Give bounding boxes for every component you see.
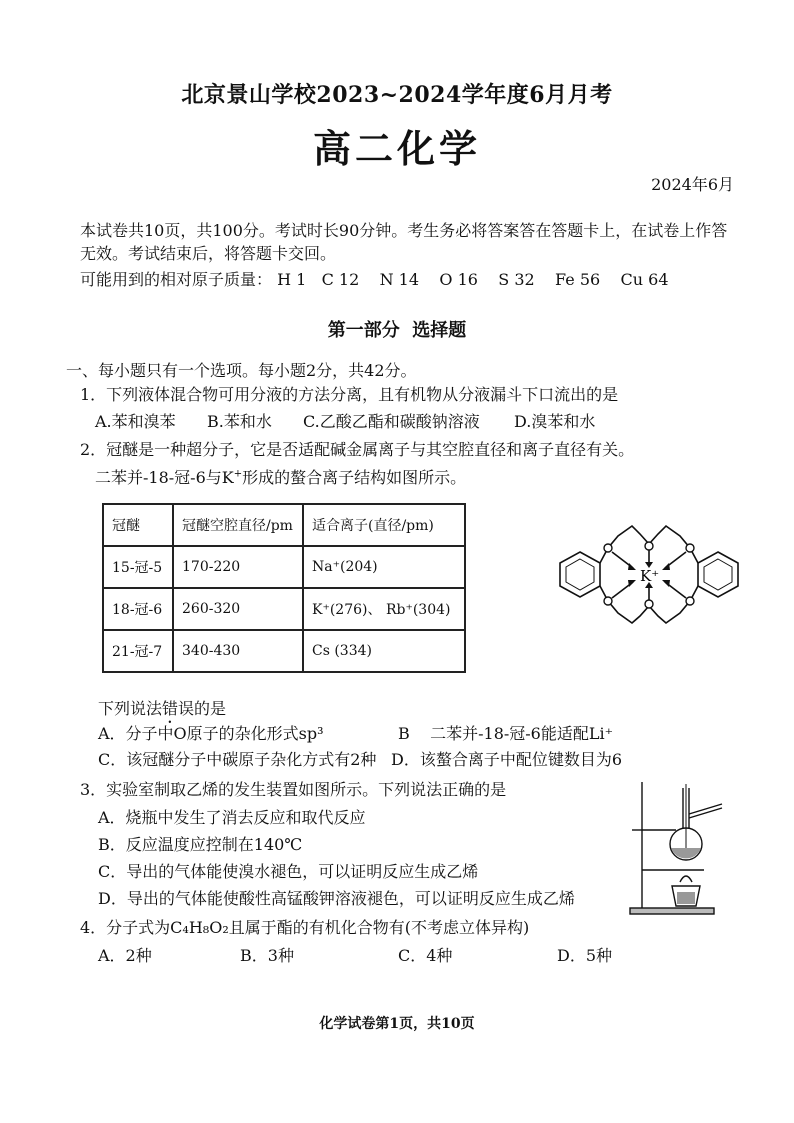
table-cell: Na⁺(204) <box>303 546 465 588</box>
section-title: 第一部分 选择题 <box>327 320 467 341</box>
table-cell: 15-冠-5 <box>103 546 173 588</box>
table-cell: 21-冠-7 <box>103 630 173 672</box>
page-footer: 化学试卷第1页，共10页 <box>319 1016 475 1032</box>
oxygen-atom <box>686 597 694 605</box>
q4-option-b: B．3种 <box>240 946 294 965</box>
q3-option-d: D．导出的气体能使酸性高锰酸钾溶液褪色，可以证明反应生成乙烯 <box>98 889 575 908</box>
table-header-row <box>103 504 465 546</box>
q4-option-d: D．5种 <box>557 946 613 965</box>
q4-option-c: C．4种 <box>398 946 453 965</box>
table-header-cell: 冠醚空腔直径/pm <box>173 504 303 546</box>
instructions-line-1: 本试卷共10页，共100分。考试时长90分钟。考生务必将答案答在答题卡上，在试卷上作答 <box>80 221 728 240</box>
oxygen-atom <box>604 597 612 605</box>
q4-stem: 4．分子式为C₄H₈O₂且属于酯的有机化合物有(不考虑立体异构) <box>80 918 530 937</box>
k-ion-label: K⁺ <box>640 567 660 585</box>
table-header-cell: 冠醚 <box>103 504 173 546</box>
q3-option-a: A．烧瓶中发生了消去反应和取代反应 <box>98 808 366 827</box>
table-cell: 18-冠-6 <box>103 588 173 630</box>
q4-option-a: A．2种 <box>98 946 152 965</box>
table-cell: 340-430 <box>173 630 303 672</box>
q2-question: 下列说法错误的是 <box>98 699 227 718</box>
q3-option-b: B．反应温度应控制在140℃ <box>98 835 303 854</box>
table-cell: 260-320 <box>173 588 303 630</box>
table-row <box>103 588 465 630</box>
atomic-masses: 可能用到的相对原子质量： H 1 C 12 N 14 O 16 S 32 Fe 56 Cu 64 <box>80 270 669 289</box>
q1-stem: 1．下列液体混合物可用分液的方法分离，且有机物从分液漏斗下口流出的是 <box>80 385 619 404</box>
oxygen-atom <box>686 544 694 552</box>
q2-option-b: B 二苯并-18-冠-6能适配Li⁺ <box>398 724 614 743</box>
table-cell: 170-220 <box>173 546 303 588</box>
crown-ether-table <box>102 503 466 673</box>
q1-option-a: A.苯和溴苯 <box>95 412 176 431</box>
table-row <box>103 630 465 672</box>
exam-date: 2024年6月 <box>651 175 734 194</box>
q3-option-c: C．导出的气体能使溴水褪色，可以证明反应生成乙烯 <box>98 862 479 881</box>
q1-option-b: B.苯和水 <box>207 412 272 431</box>
q2-option-a: A．分子中O原子的杂化形式sp³ <box>98 724 324 743</box>
school-exam-title: 北京景山学校2023~2024学年度6月月考 <box>181 82 613 108</box>
oxygen-atom <box>604 544 612 552</box>
q1-option-c: C.乙酸乙酯和碳酸钠溶液 <box>303 412 480 431</box>
q2-stem-2: 二苯并-18-冠-6与K+形成的螯合离子结构如图所示。 <box>95 468 467 487</box>
oxygen-atom <box>645 600 653 608</box>
q3-stem: 3．实验室制取乙烯的发生装置如图所示。下列说法正确的是 <box>80 780 507 799</box>
q2-option-d: D．该螯合离子中配位键数目为6 <box>391 750 623 769</box>
table-cell: K⁺(276)、 Rb⁺(304) <box>303 588 465 630</box>
ethylene-apparatus-diagram <box>628 778 736 920</box>
instructions-line-2: 无效。考试结束后，将答题卡交回。 <box>80 244 337 263</box>
crown-ether-k-complex-diagram <box>540 512 756 648</box>
q2-option-c: C．该冠醚分子中碳原子杂化方式有2种 <box>98 750 377 769</box>
section-intro: 一、每小题只有一个选项。每小题2分，共42分。 <box>66 361 417 380</box>
table-row <box>103 546 465 588</box>
q1-option-d: D.溴苯和水 <box>514 412 596 431</box>
table-cell: Cs (334) <box>303 630 465 672</box>
table-header-cell: 适合离子(直径/pm) <box>303 504 465 546</box>
oxygen-atom <box>645 542 653 550</box>
subject-title: 高二化学 <box>312 126 481 171</box>
q2-stem-1: 2．冠醚是一种超分子，它是否适配碱金属离子与其空腔直径和离子直径有关。 <box>80 440 635 459</box>
